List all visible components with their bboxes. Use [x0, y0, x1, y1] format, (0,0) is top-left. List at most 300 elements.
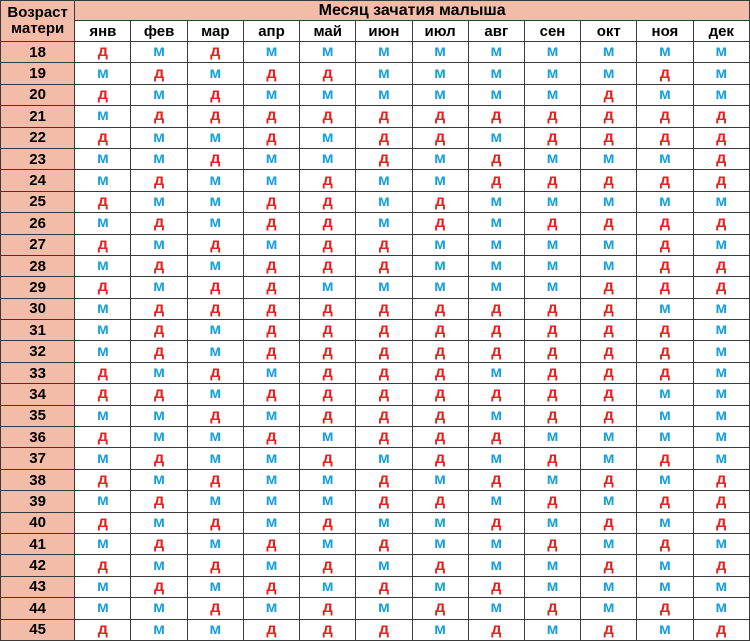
- girl-cell: д: [581, 298, 637, 319]
- boy-cell: м: [468, 491, 524, 512]
- table-row: [1, 619, 750, 640]
- mother-age: 37: [1, 448, 75, 469]
- mother-age: 36: [1, 427, 75, 448]
- boy-cell: м: [243, 512, 299, 533]
- girl-cell: д: [75, 555, 131, 576]
- girl-cell: д: [412, 320, 468, 341]
- table-row: [1, 191, 750, 212]
- girl-cell: д: [524, 341, 580, 362]
- boy-cell: м: [243, 42, 299, 63]
- boy-cell: м: [468, 42, 524, 63]
- boy-cell: м: [187, 619, 243, 640]
- boy-cell: м: [187, 63, 243, 84]
- girl-cell: д: [300, 448, 356, 469]
- girl-cell: д: [75, 384, 131, 405]
- table-row: [1, 384, 750, 405]
- boy-cell: м: [693, 42, 749, 63]
- girl-cell: д: [75, 127, 131, 148]
- girl-cell: д: [300, 255, 356, 276]
- girl-cell: д: [693, 255, 749, 276]
- boy-cell: м: [356, 170, 412, 191]
- boy-cell: м: [693, 576, 749, 597]
- month-header: авг: [468, 21, 524, 42]
- girl-cell: д: [581, 106, 637, 127]
- girl-cell: д: [581, 469, 637, 490]
- girl-cell: д: [75, 619, 131, 640]
- girl-cell: д: [693, 512, 749, 533]
- boy-cell: м: [637, 405, 693, 426]
- boy-cell: м: [581, 598, 637, 619]
- girl-cell: д: [300, 341, 356, 362]
- mother-age: 34: [1, 384, 75, 405]
- girl-cell: д: [131, 576, 187, 597]
- girl-cell: д: [300, 598, 356, 619]
- girl-cell: д: [524, 491, 580, 512]
- girl-cell: д: [300, 362, 356, 383]
- girl-cell: д: [243, 191, 299, 212]
- boy-cell: м: [468, 234, 524, 255]
- boy-cell: м: [468, 405, 524, 426]
- month-header: апр: [243, 21, 299, 42]
- table-row: [1, 84, 750, 105]
- girl-cell: д: [524, 362, 580, 383]
- boy-cell: м: [131, 512, 187, 533]
- girl-cell: д: [131, 63, 187, 84]
- girl-cell: д: [300, 384, 356, 405]
- month-header: июл: [412, 21, 468, 42]
- girl-cell: д: [243, 63, 299, 84]
- girl-cell: д: [412, 362, 468, 383]
- boy-cell: м: [75, 533, 131, 554]
- girl-cell: д: [300, 512, 356, 533]
- boy-cell: м: [243, 469, 299, 490]
- boy-cell: м: [468, 533, 524, 554]
- boy-cell: м: [637, 84, 693, 105]
- girl-cell: д: [131, 213, 187, 234]
- boy-cell: м: [693, 298, 749, 319]
- girl-cell: д: [187, 362, 243, 383]
- boy-cell: м: [581, 234, 637, 255]
- boy-cell: м: [412, 619, 468, 640]
- girl-cell: д: [243, 106, 299, 127]
- boy-cell: м: [187, 191, 243, 212]
- mother-age: 42: [1, 555, 75, 576]
- girl-cell: д: [356, 491, 412, 512]
- month-header: дек: [693, 21, 749, 42]
- table-row: [1, 255, 750, 276]
- month-header: янв: [75, 21, 131, 42]
- girl-cell: д: [412, 106, 468, 127]
- girl-cell: д: [356, 362, 412, 383]
- boy-cell: м: [131, 362, 187, 383]
- girl-cell: д: [187, 512, 243, 533]
- girl-cell: д: [637, 341, 693, 362]
- girl-cell: д: [300, 191, 356, 212]
- girl-cell: д: [75, 84, 131, 105]
- boy-cell: м: [356, 42, 412, 63]
- table-row: [1, 127, 750, 148]
- boy-cell: м: [581, 533, 637, 554]
- girl-cell: д: [637, 255, 693, 276]
- girl-cell: д: [581, 405, 637, 426]
- boy-cell: м: [300, 533, 356, 554]
- boy-cell: м: [468, 277, 524, 298]
- boy-cell: м: [75, 576, 131, 597]
- girl-cell: д: [300, 170, 356, 191]
- boy-cell: м: [412, 42, 468, 63]
- boy-cell: м: [524, 512, 580, 533]
- month-header: сен: [524, 21, 580, 42]
- mother-age: 39: [1, 491, 75, 512]
- girl-cell: д: [131, 170, 187, 191]
- boy-cell: м: [412, 148, 468, 169]
- boy-cell: м: [356, 512, 412, 533]
- girl-cell: д: [187, 148, 243, 169]
- boy-cell: м: [75, 341, 131, 362]
- boy-cell: м: [524, 234, 580, 255]
- girl-cell: д: [693, 213, 749, 234]
- girl-cell: д: [693, 277, 749, 298]
- mother-age: 21: [1, 106, 75, 127]
- boy-cell: м: [581, 63, 637, 84]
- girl-cell: д: [131, 533, 187, 554]
- girl-cell: д: [412, 598, 468, 619]
- mother-age: 40: [1, 512, 75, 533]
- boy-cell: м: [524, 148, 580, 169]
- boy-cell: м: [468, 213, 524, 234]
- girl-cell: д: [637, 106, 693, 127]
- boy-cell: м: [524, 619, 580, 640]
- mother-age: 26: [1, 213, 75, 234]
- mother-age: 35: [1, 405, 75, 426]
- boy-cell: м: [637, 42, 693, 63]
- boy-cell: м: [131, 427, 187, 448]
- boy-cell: м: [75, 320, 131, 341]
- boy-cell: м: [693, 63, 749, 84]
- boy-cell: м: [524, 42, 580, 63]
- boy-cell: м: [243, 405, 299, 426]
- girl-cell: д: [524, 213, 580, 234]
- girl-cell: д: [187, 298, 243, 319]
- girl-cell: д: [468, 384, 524, 405]
- girl-cell: д: [468, 576, 524, 597]
- girl-cell: д: [468, 320, 524, 341]
- girl-cell: д: [468, 427, 524, 448]
- girl-cell: д: [637, 320, 693, 341]
- boy-cell: м: [131, 234, 187, 255]
- boy-cell: м: [637, 191, 693, 212]
- boy-cell: м: [131, 555, 187, 576]
- girl-cell: д: [243, 576, 299, 597]
- month-title: Месяц зачатия малыша: [75, 1, 750, 21]
- boy-cell: м: [243, 84, 299, 105]
- girl-cell: д: [243, 341, 299, 362]
- boy-cell: м: [131, 619, 187, 640]
- girl-cell: д: [356, 405, 412, 426]
- boy-cell: м: [243, 598, 299, 619]
- girl-cell: д: [75, 234, 131, 255]
- table-row: [1, 63, 750, 84]
- girl-cell: д: [356, 106, 412, 127]
- girl-cell: д: [693, 106, 749, 127]
- mother-age: 25: [1, 191, 75, 212]
- table-row: [1, 213, 750, 234]
- month-header-row: [1, 21, 750, 42]
- girl-cell: д: [75, 469, 131, 490]
- boy-cell: м: [468, 362, 524, 383]
- girl-cell: д: [412, 448, 468, 469]
- month-header: мар: [187, 21, 243, 42]
- girl-cell: д: [468, 512, 524, 533]
- boy-cell: м: [300, 277, 356, 298]
- boy-cell: м: [300, 491, 356, 512]
- girl-cell: д: [187, 555, 243, 576]
- girl-cell: д: [581, 320, 637, 341]
- girl-cell: д: [693, 619, 749, 640]
- boy-cell: м: [356, 277, 412, 298]
- girl-cell: д: [637, 448, 693, 469]
- boy-cell: м: [468, 127, 524, 148]
- boy-cell: м: [693, 448, 749, 469]
- girl-cell: д: [412, 191, 468, 212]
- boy-cell: м: [637, 148, 693, 169]
- girl-cell: д: [468, 170, 524, 191]
- girl-cell: д: [524, 448, 580, 469]
- boy-cell: м: [693, 598, 749, 619]
- girl-cell: д: [581, 127, 637, 148]
- boy-cell: м: [356, 598, 412, 619]
- girl-cell: д: [75, 427, 131, 448]
- boy-cell: м: [581, 42, 637, 63]
- girl-cell: д: [243, 277, 299, 298]
- table-row: [1, 341, 750, 362]
- girl-cell: д: [637, 170, 693, 191]
- girl-cell: д: [131, 384, 187, 405]
- boy-cell: м: [581, 448, 637, 469]
- boy-cell: м: [356, 448, 412, 469]
- boy-cell: м: [187, 170, 243, 191]
- table-row: [1, 598, 750, 619]
- girl-cell: д: [131, 491, 187, 512]
- boy-cell: м: [581, 427, 637, 448]
- girl-cell: д: [524, 298, 580, 319]
- girl-cell: д: [187, 405, 243, 426]
- month-header: окт: [581, 21, 637, 42]
- girl-cell: д: [581, 341, 637, 362]
- boy-cell: м: [356, 555, 412, 576]
- girl-cell: д: [300, 213, 356, 234]
- boy-cell: м: [300, 42, 356, 63]
- mother-age: 23: [1, 148, 75, 169]
- girl-cell: д: [581, 170, 637, 191]
- boy-cell: м: [300, 84, 356, 105]
- girl-cell: д: [637, 127, 693, 148]
- boy-cell: м: [693, 427, 749, 448]
- girl-cell: д: [524, 170, 580, 191]
- mother-age: 29: [1, 277, 75, 298]
- girl-cell: д: [637, 491, 693, 512]
- girl-cell: д: [131, 255, 187, 276]
- girl-cell: д: [356, 298, 412, 319]
- girl-cell: д: [243, 427, 299, 448]
- girl-cell: д: [637, 277, 693, 298]
- boy-cell: м: [131, 127, 187, 148]
- boy-cell: м: [243, 448, 299, 469]
- boy-cell: м: [581, 148, 637, 169]
- boy-cell: м: [243, 491, 299, 512]
- boy-cell: м: [468, 63, 524, 84]
- girl-cell: д: [243, 320, 299, 341]
- girl-cell: д: [637, 213, 693, 234]
- girl-cell: д: [637, 533, 693, 554]
- girl-cell: д: [356, 148, 412, 169]
- boy-cell: м: [75, 491, 131, 512]
- boy-cell: м: [524, 469, 580, 490]
- boy-cell: м: [412, 277, 468, 298]
- table-row: [1, 320, 750, 341]
- boy-cell: м: [75, 255, 131, 276]
- boy-cell: м: [693, 84, 749, 105]
- table-row: [1, 427, 750, 448]
- girl-cell: д: [524, 533, 580, 554]
- boy-cell: м: [131, 191, 187, 212]
- girl-cell: д: [356, 576, 412, 597]
- boy-cell: м: [187, 255, 243, 276]
- table-row: [1, 148, 750, 169]
- girl-cell: д: [468, 619, 524, 640]
- mother-age: 43: [1, 576, 75, 597]
- girl-cell: д: [412, 341, 468, 362]
- girl-cell: д: [524, 106, 580, 127]
- girl-cell: д: [693, 491, 749, 512]
- girl-cell: д: [187, 234, 243, 255]
- mother-age: 18: [1, 42, 75, 63]
- mother-age: 45: [1, 619, 75, 640]
- girl-cell: д: [300, 234, 356, 255]
- boy-cell: м: [187, 341, 243, 362]
- boy-cell: м: [243, 362, 299, 383]
- boy-cell: м: [300, 148, 356, 169]
- table-row: [1, 469, 750, 490]
- girl-cell: д: [693, 170, 749, 191]
- girl-cell: д: [300, 405, 356, 426]
- boy-cell: м: [131, 277, 187, 298]
- girl-cell: д: [693, 555, 749, 576]
- boy-cell: м: [187, 384, 243, 405]
- girl-cell: д: [524, 384, 580, 405]
- boy-cell: м: [75, 448, 131, 469]
- boy-cell: м: [524, 277, 580, 298]
- boy-cell: м: [187, 320, 243, 341]
- girl-cell: д: [637, 234, 693, 255]
- table-body: [1, 42, 750, 641]
- boy-cell: м: [412, 469, 468, 490]
- boy-cell: м: [693, 384, 749, 405]
- girl-cell: д: [524, 320, 580, 341]
- table-row: [1, 277, 750, 298]
- boy-cell: м: [637, 619, 693, 640]
- boy-cell: м: [131, 469, 187, 490]
- mother-age: 31: [1, 320, 75, 341]
- girl-cell: д: [356, 619, 412, 640]
- boy-cell: м: [693, 234, 749, 255]
- girl-cell: д: [300, 320, 356, 341]
- boy-cell: м: [468, 555, 524, 576]
- boy-cell: м: [524, 191, 580, 212]
- girl-cell: д: [524, 598, 580, 619]
- girl-cell: д: [637, 362, 693, 383]
- boy-cell: м: [637, 384, 693, 405]
- month-header: ноя: [637, 21, 693, 42]
- girl-cell: д: [581, 512, 637, 533]
- girl-cell: д: [581, 277, 637, 298]
- table-row: [1, 491, 750, 512]
- boy-cell: м: [693, 320, 749, 341]
- table-row: [1, 576, 750, 597]
- boy-cell: м: [412, 512, 468, 533]
- girl-cell: д: [187, 42, 243, 63]
- girl-cell: д: [75, 512, 131, 533]
- girl-cell: д: [412, 298, 468, 319]
- table-row: [1, 298, 750, 319]
- table-row: [1, 448, 750, 469]
- boy-cell: м: [187, 576, 243, 597]
- girl-cell: д: [637, 63, 693, 84]
- girl-cell: д: [693, 148, 749, 169]
- girl-cell: д: [300, 106, 356, 127]
- mother-age: 28: [1, 255, 75, 276]
- boy-cell: м: [75, 213, 131, 234]
- boy-cell: м: [75, 63, 131, 84]
- girl-cell: д: [524, 127, 580, 148]
- boy-cell: м: [524, 63, 580, 84]
- boy-cell: м: [187, 213, 243, 234]
- table-row: [1, 234, 750, 255]
- mother-age: 19: [1, 63, 75, 84]
- boy-cell: м: [243, 170, 299, 191]
- girl-cell: д: [131, 320, 187, 341]
- table-row: [1, 362, 750, 383]
- boy-cell: м: [693, 191, 749, 212]
- girl-cell: д: [468, 148, 524, 169]
- boy-cell: м: [468, 448, 524, 469]
- girl-cell: д: [468, 341, 524, 362]
- girl-cell: д: [187, 106, 243, 127]
- table-row: [1, 405, 750, 426]
- girl-cell: д: [581, 84, 637, 105]
- boy-cell: м: [187, 427, 243, 448]
- boy-cell: м: [243, 555, 299, 576]
- month-header: июн: [356, 21, 412, 42]
- girl-cell: д: [637, 598, 693, 619]
- girl-cell: д: [75, 277, 131, 298]
- girl-cell: д: [131, 448, 187, 469]
- girl-cell: д: [468, 469, 524, 490]
- girl-cell: д: [187, 598, 243, 619]
- girl-cell: д: [412, 384, 468, 405]
- boy-cell: м: [356, 84, 412, 105]
- table-row: [1, 106, 750, 127]
- boy-cell: м: [524, 427, 580, 448]
- girl-cell: д: [131, 341, 187, 362]
- boy-cell: м: [356, 191, 412, 212]
- boy-cell: м: [581, 191, 637, 212]
- girl-cell: д: [524, 405, 580, 426]
- boy-cell: м: [412, 234, 468, 255]
- boy-cell: м: [412, 576, 468, 597]
- girl-cell: д: [300, 555, 356, 576]
- girl-cell: д: [412, 213, 468, 234]
